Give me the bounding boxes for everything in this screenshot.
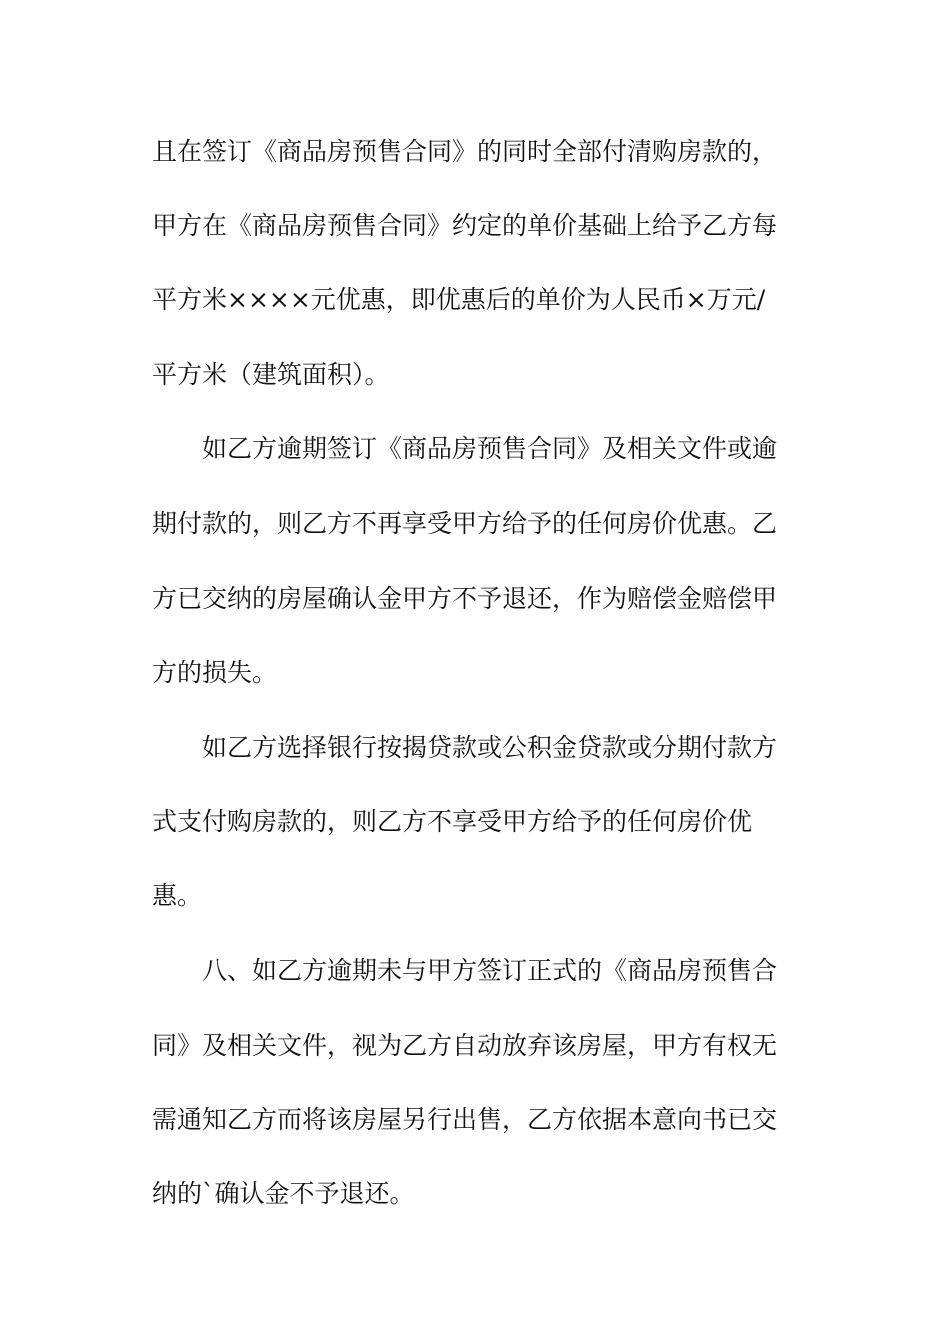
text-line: 方已交纳的房屋确认金甲方不予退还，作为赔偿金赔偿甲	[152, 584, 778, 613]
text-line: 且在签订《商品房预售合同》的同时全部付清购房款的，	[152, 137, 778, 166]
text-line: 平方米（建筑面积）。	[152, 360, 390, 389]
text-line: 纳的`确认金不予退还。	[152, 1179, 415, 1208]
paragraph-first-line: 如乙方选择银行按揭贷款或公积金贷款或分期付款方	[202, 733, 778, 762]
text-line: 平方米××××元优惠，即优惠后的单价为人民币×万元/	[152, 285, 766, 314]
text-line: 方的损失。	[152, 658, 278, 687]
text-line: 需通知乙方而将该房屋另行出售，乙方依据本意向书已交	[152, 1105, 778, 1134]
text-line: 期付款的，则乙方不再享受甲方给予的任何房价优惠。乙	[152, 509, 778, 538]
text-line: 惠。	[152, 881, 203, 910]
paragraph-first-line: 如乙方逾期签订《商品房预售合同》及相关文件或逾	[202, 434, 778, 463]
text-line: 甲方在《商品房预售合同》约定的单价基础上给予乙方每	[152, 211, 778, 240]
text-line: 式支付购房款的，则乙方不享受甲方给予的任何房价优	[152, 807, 753, 836]
paragraph-first-line: 八、如乙方逾期未与甲方签订正式的《商品房预售合	[202, 956, 778, 985]
text-line: 同》及相关文件，视为乙方自动放弃该房屋，甲方有权无	[152, 1031, 778, 1060]
